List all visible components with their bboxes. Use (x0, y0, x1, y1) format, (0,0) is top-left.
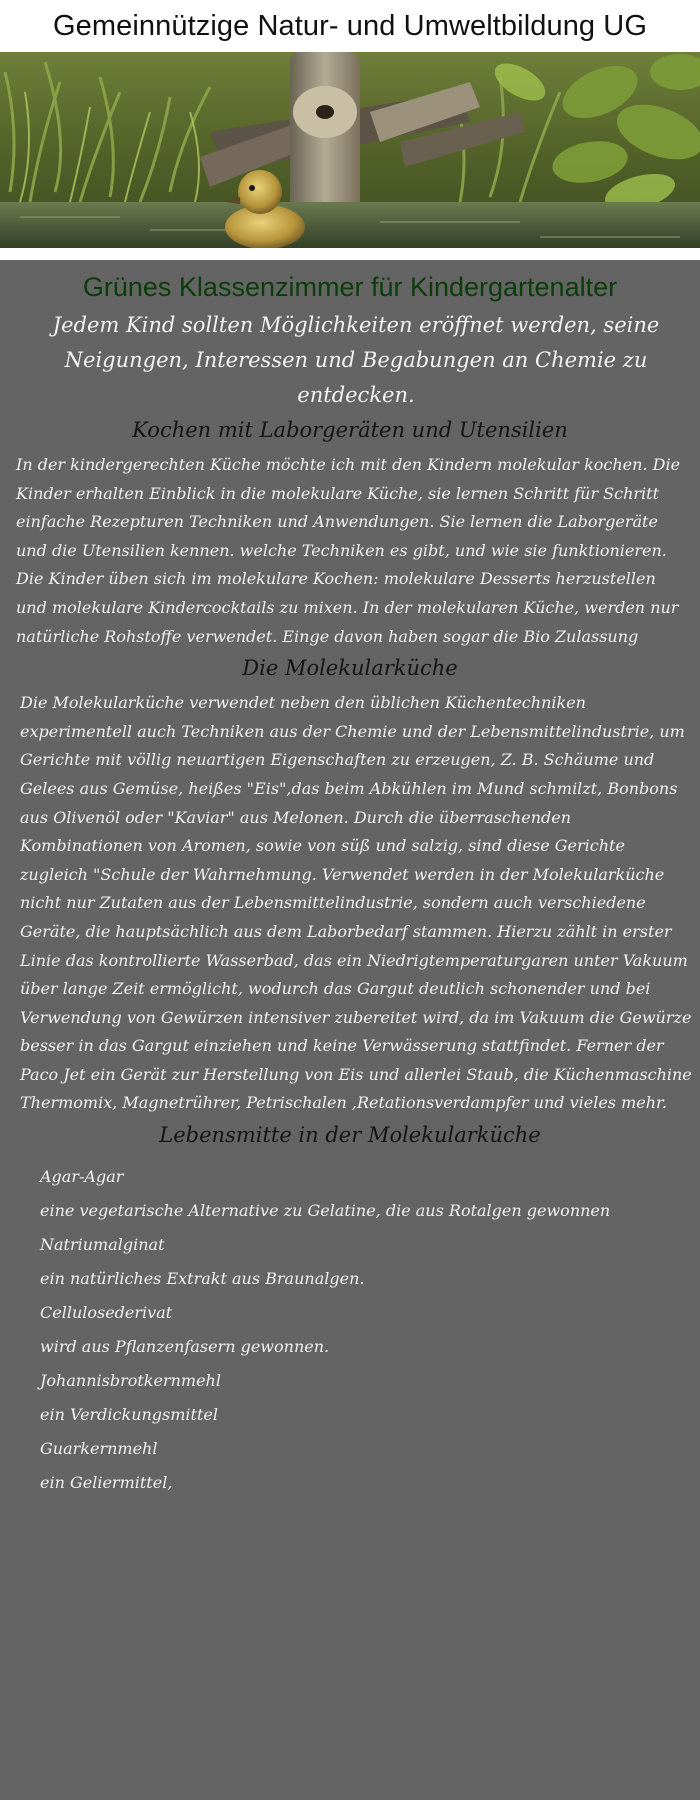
ingredient-name: Johannisbrotkernmehl (40, 1371, 221, 1391)
section-title-molekularkueche: Die Molekularküche (242, 656, 458, 681)
ingredient-name: Agar-Agar (40, 1167, 124, 1187)
site-header (0, 0, 700, 52)
intro-text: Jedem Kind sollten Möglichkeiten eröffnet werden, seine Neigungen, Interessen und Begabungen an Chemie zu entdecken. (52, 313, 660, 407)
ingredient-description: ein Geliermittel, (40, 1473, 173, 1493)
section-title-kochen: Kochen mit Laborgeräten und Utensilien (132, 418, 568, 442)
ingredient-description: wird aus Pflanzenfasern gewonnen. (40, 1337, 330, 1357)
ingredient-name: Natriumalginat (40, 1235, 165, 1255)
ingredient-name: Cellulosederivat (40, 1303, 173, 1323)
list-item (40, 1230, 670, 1294)
section-text-molekularkueche: Die Molekularküche verwendet neben den üblichen Küchentechniken experimentell auch Techniken aus der Chemie und der Lebensmittelindustrie, um Gerichte mit völlig neuartigen Eigenschaften zu erzeugen, Z. B. Schäume und Gelees aus Gemüse, heißes "Eis",das beim Abkühlen im Mund schmilzt, Bonbons aus Olivenöl oder "Kaviar" aus Melonen. Durch die überraschenden Kombinationen von Aromen, sowie von süß und salzig, sind diese Gerichte zugleich "Schule der Wahrnehmung. Verwendet werden in der Molekularküche nicht nur Zutaten aus der Lebensmittelindustrie, sondern auch verschiedene Geräte, die hauptsächlich aus dem Laborbedarf stammen. Hierzu zählt in erster Linie das kontrollierte Wasserbad, das ein Niedrigtemperaturgaren unter Vakuum über lange Zeit ermöglicht, wodurch das Gargut deutlich schonender und bei Verwendung von Gewürzen intensiver zubereitet wird, da im Vakuum die Gewürze besser in das Gargut einziehen und keine Verwässerung stattfindet. Ferner der Paco Jet ein Gerät zur Herstellung von Eis und allerlei Staub, die Küchenmaschine Thermomix, Magnetrührer, Petrischalen ,Retationsverdampfer und vieles mehr. (20, 693, 692, 1113)
page-heading: Grünes Klassenzimmer für Kindergartenalter (82, 272, 618, 302)
ingredient-description: ein natürliches Extrakt aus Braunalgen. (40, 1269, 365, 1289)
banner-duckling-pond-photo (0, 52, 700, 252)
site-title: Gemeinnützige Natur- und Umweltbildung UG (52, 9, 648, 42)
list-item (40, 1298, 670, 1362)
ingredient-description: eine vegetarische Alternative zu Gelatine, die aus Rotalgen gewonnen (40, 1201, 611, 1221)
ingredients-list (0, 1152, 700, 1498)
section-text-kochen: In der kindergerechten Küche möchte ich mit den Kindern molekular kochen. Die Kinder erhalten Einblick in die molekulare Küche, sie lernen Schritt für Schritt einfache Rezepturen Techniken und Anwendungen. Sie lernen die Laborgeräte und die Utensilien kennen. welche Techniken es gibt, und wie sie funktionieren. Die Kinder üben sich im molekulare Kochen: molekulare Desserts herzustellen und molekulare Kindercocktails zu mixen. In der molekularen Küche, werden nur natürliche Rohstoffe verwendet. Einge davon haben sogar die Bio Zulassung (16, 455, 681, 646)
list-item (40, 1434, 670, 1498)
list-item (40, 1162, 670, 1226)
ingredient-name: Guarkernmehl (40, 1439, 158, 1459)
main-content (0, 260, 700, 1800)
ingredients-title: Lebensmitte in der Molekularküche (159, 1123, 541, 1148)
ingredient-description: ein Verdickungsmittel (40, 1405, 218, 1425)
list-item (40, 1366, 670, 1430)
